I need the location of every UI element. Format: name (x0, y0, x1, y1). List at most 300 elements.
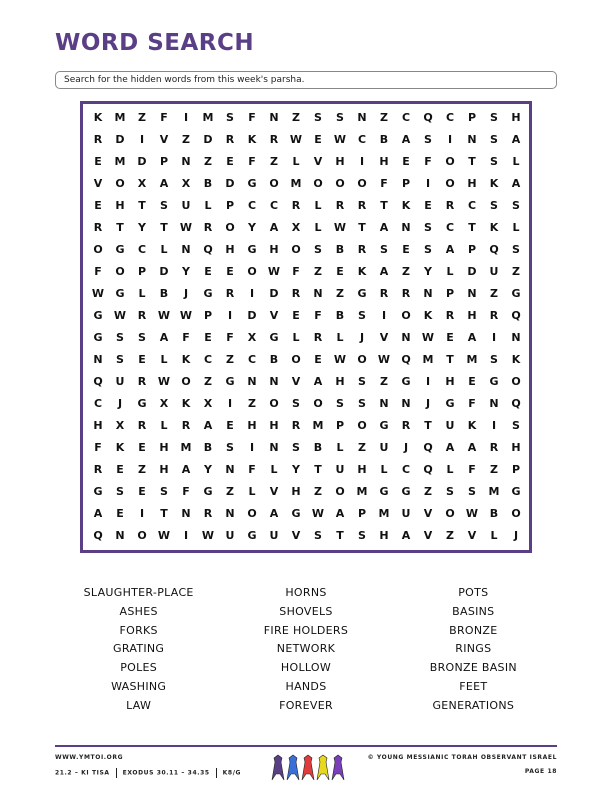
grid-letter: K (93, 111, 103, 124)
grid-letter: R (137, 419, 147, 432)
grid-letter: N (401, 397, 411, 410)
grid-letter: P (445, 287, 455, 300)
logo-figure (287, 755, 299, 780)
grid-letter: F (248, 155, 256, 168)
grid-letter: U (401, 507, 411, 520)
grid-letter: T (116, 221, 124, 234)
grid-letter: T (138, 199, 146, 212)
grid-letter: O (247, 507, 257, 520)
grid-letter: D (203, 133, 213, 146)
grid-letter: B (203, 441, 213, 454)
grid-letter: O (115, 177, 125, 190)
grid-letter: B (335, 243, 345, 256)
grid-letter: X (137, 177, 147, 190)
grid-letter: S (138, 331, 146, 344)
grid-letter: Z (204, 155, 212, 168)
grid-letter: U (379, 441, 389, 454)
grid-letter: X (159, 397, 169, 410)
grid-letter: R (291, 287, 301, 300)
grid-letter: A (445, 441, 455, 454)
grid-letter: U (489, 265, 499, 278)
grid-letter: N (181, 243, 191, 256)
footer-website: WWW.YMTOI.ORG (55, 754, 124, 761)
grid-letter: R (445, 199, 455, 212)
grid-letter: S (292, 441, 300, 454)
grid-letter: R (401, 287, 411, 300)
footer-grade: K8/G (222, 769, 242, 777)
grid-letter: L (138, 287, 146, 300)
grid-letter: A (313, 375, 323, 388)
grid-letter: E (138, 353, 146, 366)
grid-letter: N (467, 133, 477, 146)
grid-letter: S (358, 397, 366, 410)
grid-letter: B (335, 309, 345, 322)
grid-letter: J (117, 397, 123, 410)
grid-letter: E (314, 353, 322, 366)
grid-letter: P (159, 155, 169, 168)
grid-letter: O (357, 177, 367, 190)
grid-letter: Y (204, 463, 212, 476)
grid-letter: S (314, 243, 322, 256)
word-bank-item: FORKS (119, 623, 158, 637)
grid-letter: J (359, 331, 365, 344)
grid-letter: Z (292, 111, 300, 124)
grid-letter: P (203, 309, 213, 322)
grid-letter: M (312, 419, 324, 432)
grid-letter: R (489, 441, 499, 454)
grid-letter: I (183, 529, 189, 542)
grid-letter: Y (138, 221, 146, 234)
grid-letter: S (336, 111, 344, 124)
grid-letter: I (425, 375, 431, 388)
grid-letter: W (113, 309, 127, 322)
grid-letter: O (335, 177, 345, 190)
grid-letter: E (292, 309, 300, 322)
grid-letter: F (380, 177, 388, 190)
grid-letter: Z (490, 463, 498, 476)
grid-letter: Z (138, 463, 146, 476)
grid-letter: K (401, 199, 411, 212)
grid-letter: J (425, 397, 431, 410)
grid-letter: F (182, 485, 190, 498)
grid-letter: E (138, 485, 146, 498)
grid-letter: W (377, 353, 391, 366)
grid-letter: N (269, 375, 279, 388)
grid-letter: I (249, 287, 255, 300)
grid-letter: Q (489, 243, 499, 256)
grid-letter: Z (248, 397, 256, 410)
grid-letter: V (269, 309, 279, 322)
grid-letter: G (445, 397, 455, 410)
word-bank-item: HORNS (285, 586, 327, 599)
grid-letter: N (269, 441, 279, 454)
grid-letter: O (357, 419, 367, 432)
grid-letter: W (179, 221, 193, 234)
grid-letter: B (489, 507, 499, 520)
grid-letter: T (160, 507, 168, 520)
word-bank-item: WASHING (111, 679, 167, 693)
word-bank-item: FIRE HOLDERS (263, 623, 349, 637)
grid-letter: M (202, 111, 214, 124)
grid-letter: N (489, 397, 499, 410)
grid-letter: V (423, 529, 433, 542)
grid-letter: P (467, 243, 477, 256)
grid-letter: C (269, 199, 279, 212)
grid-letter: L (270, 463, 278, 476)
grid-letter: N (467, 287, 477, 300)
word-bank-item: BRONZE BASIN (429, 661, 517, 675)
grid-letter: W (333, 133, 347, 146)
grid-letter: N (225, 507, 235, 520)
grid-letter: H (335, 375, 345, 388)
grid-letter: R (357, 199, 367, 212)
grid-letter: S (358, 309, 366, 322)
grid-letter: H (115, 199, 125, 212)
grid-letter: O (225, 221, 235, 234)
grid-letter: V (379, 331, 389, 344)
grid-letter: F (314, 309, 322, 322)
grid-letter: R (379, 287, 389, 300)
grid-letter: S (424, 133, 432, 146)
grid-letter: N (401, 331, 411, 344)
grid-letter: H (467, 177, 477, 190)
grid-letter: S (314, 111, 322, 124)
grid-letter: X (115, 419, 125, 432)
grid-letter: E (204, 265, 212, 278)
grid-letter: A (401, 529, 411, 542)
grid-letter: F (182, 331, 190, 344)
grid-letter: R (291, 419, 301, 432)
grid-letter: W (179, 309, 193, 322)
grid-letter: M (466, 353, 478, 366)
grid-letter: J (183, 287, 189, 300)
grid-letter: O (115, 265, 125, 278)
grid-letter: D (115, 133, 125, 146)
grid-letter: V (467, 529, 477, 542)
grid-letter: I (381, 309, 387, 322)
grid-letter: G (93, 309, 103, 322)
grid-letter: R (93, 133, 103, 146)
grid-letter: G (379, 419, 389, 432)
grid-letter: M (180, 441, 192, 454)
grid-letter: Q (511, 397, 521, 410)
grid-letter: Z (402, 265, 410, 278)
grid-letter: P (335, 419, 345, 432)
grid-letter: Z (446, 529, 454, 542)
grid-letter: A (181, 463, 191, 476)
grid-letter: Z (512, 265, 520, 278)
word-bank-item: LAW (126, 698, 152, 712)
grid-letter: A (445, 243, 455, 256)
grid-letter: A (269, 221, 279, 234)
grid-letter: Z (336, 287, 344, 300)
grid-letter: R (445, 309, 455, 322)
grid-letter: A (511, 133, 521, 146)
word-bank-item: ASHES (119, 604, 158, 618)
grid-letter: H (159, 441, 169, 454)
grid-letter: C (445, 221, 455, 234)
grid-letter: K (511, 353, 521, 366)
grid-letter: R (137, 375, 147, 388)
grid-letter: S (116, 485, 124, 498)
grid-letter: S (490, 133, 498, 146)
grid-letter: E (424, 199, 432, 212)
grid-letter: G (93, 485, 103, 498)
grid-letter: S (292, 397, 300, 410)
grid-letter: G (203, 485, 213, 498)
grid-letter: N (379, 397, 389, 410)
grid-letter: S (512, 243, 520, 256)
word-search-grid (80, 101, 532, 553)
grid-letter: D (467, 265, 477, 278)
grid-letter: Q (203, 243, 213, 256)
grid-letter: T (424, 419, 432, 432)
grid-letter: S (358, 375, 366, 388)
grid-letter: C (93, 397, 103, 410)
grid-letter: K (115, 441, 125, 454)
logo-figure (302, 755, 314, 780)
grid-letter: S (226, 111, 234, 124)
grid-letter: Q (423, 441, 433, 454)
grid-letter: X (203, 397, 213, 410)
grid-letter: G (115, 287, 125, 300)
grid-letter: W (311, 507, 325, 520)
grid-letter: S (490, 155, 498, 168)
grid-letter: F (292, 265, 300, 278)
grid-letter: H (511, 441, 521, 454)
grid-letter: L (292, 331, 300, 344)
grid-letter: L (314, 199, 322, 212)
grid-letter: H (445, 375, 455, 388)
grid-letter: A (467, 331, 477, 344)
grid-letter: I (425, 177, 431, 190)
grid-letter: E (226, 419, 234, 432)
grid-letter: R (313, 331, 323, 344)
grid-letter: P (137, 265, 147, 278)
grid-letter: R (291, 199, 301, 212)
grid-letter: Z (314, 485, 322, 498)
word-bank-item: SHOVELS (279, 604, 333, 618)
grid-letter: Q (93, 529, 103, 542)
grid-letter: O (401, 309, 411, 322)
word-bank-item: GENERATIONS (432, 698, 515, 712)
word-bank-item: FOREVER (279, 698, 333, 712)
grid-letter: W (333, 221, 347, 234)
grid-letter: O (313, 177, 323, 190)
grid-letter: U (181, 199, 191, 212)
word-bank-item: HOLLOW (280, 661, 332, 675)
grid-letter: G (511, 287, 521, 300)
grid-letter: S (116, 331, 124, 344)
grid-letter: S (446, 485, 454, 498)
grid-letter: D (159, 265, 169, 278)
grid-letter: K (489, 221, 499, 234)
grid-letter: Y (292, 463, 300, 476)
grid-letter: W (421, 331, 435, 344)
grid-letter: E (116, 463, 124, 476)
grid-letter: I (227, 397, 233, 410)
word-bank-item: FEET (459, 679, 488, 693)
grid-letter: F (248, 463, 256, 476)
grid-letter: W (465, 507, 479, 520)
word-bank-item: POTS (458, 586, 489, 599)
grid-letter: W (91, 287, 105, 300)
grid-letter: Z (182, 133, 190, 146)
grid-letter: N (247, 375, 257, 388)
grid-letter: N (269, 111, 279, 124)
grid-letter: D (269, 287, 279, 300)
grid-letter: S (512, 199, 520, 212)
grid-letter: D (225, 177, 235, 190)
grid-letter: G (247, 177, 257, 190)
grid-letter: G (137, 397, 147, 410)
grid-letter: O (445, 507, 455, 520)
grid-letter: H (467, 309, 477, 322)
grid-letter: Y (248, 221, 256, 234)
footer-separator (116, 768, 117, 778)
grid-letter: R (335, 199, 345, 212)
grid-letter: G (247, 243, 257, 256)
grid-letter: G (203, 287, 213, 300)
grid-letter: H (225, 243, 235, 256)
grid-letter: L (336, 441, 344, 454)
grid-letter: L (160, 353, 168, 366)
grid-letter: A (401, 133, 411, 146)
grid-letter: M (422, 353, 434, 366)
logo-figure (332, 755, 344, 780)
grid-letter: R (93, 221, 103, 234)
grid-letter: I (139, 133, 145, 146)
grid-letter: G (247, 529, 257, 542)
grid-letter: L (314, 221, 322, 234)
grid-letter: B (313, 441, 323, 454)
grid-letter: I (227, 309, 233, 322)
grid-letter: O (247, 265, 257, 278)
grid-letter: E (226, 265, 234, 278)
grid-letter: N (401, 221, 411, 234)
grid-letter: Z (314, 265, 322, 278)
grid-letter: A (379, 265, 389, 278)
grid-letter: K (423, 309, 433, 322)
footer-divider (55, 745, 557, 747)
grid-letter: S (336, 397, 344, 410)
grid-letter: Z (424, 485, 432, 498)
grid-letter: C (445, 111, 455, 124)
grid-letter: Q (93, 375, 103, 388)
grid-letter: Y (424, 265, 432, 278)
grid-letter: H (269, 243, 279, 256)
grid-letter: A (203, 419, 213, 432)
grid-letter: E (402, 155, 410, 168)
grid-letter: S (314, 529, 322, 542)
grid-letter: L (512, 221, 520, 234)
grid-letter: T (380, 199, 388, 212)
grid-letter: R (93, 463, 103, 476)
grid-letter: O (335, 485, 345, 498)
grid-letter: T (160, 221, 168, 234)
grid-letter: W (157, 529, 171, 542)
grid-letter: C (357, 133, 367, 146)
grid-letter: Y (182, 265, 190, 278)
grid-letter: G (401, 375, 411, 388)
grid-letter: Z (138, 111, 146, 124)
footer-copyright: © YOUNG MESSIANIC TORAH OBSERVANT ISRAEL (367, 754, 557, 761)
grid-letter: V (269, 485, 279, 498)
grid-letter: F (94, 441, 102, 454)
grid-letter: H (335, 155, 345, 168)
grid-letter: A (511, 177, 521, 190)
grid-letter: E (116, 507, 124, 520)
grid-letter: H (269, 419, 279, 432)
footer-reference: EXODUS 30.11 – 34.35 (122, 769, 210, 777)
grid-letter: C (247, 353, 257, 366)
logo-figure (317, 755, 329, 780)
grid-letter: N (423, 287, 433, 300)
grid-letter: L (160, 419, 168, 432)
grid-letter: S (358, 529, 366, 542)
grid-letter: Z (226, 353, 234, 366)
grid-letter: E (446, 331, 454, 344)
grid-letter: I (491, 419, 497, 432)
grid-letter: P (401, 177, 411, 190)
grid-letter: S (380, 243, 388, 256)
grid-letter: V (423, 507, 433, 520)
grid-letter: E (402, 243, 410, 256)
grid-letter: Z (490, 287, 498, 300)
grid-letter: X (291, 221, 301, 234)
grid-letter: F (424, 155, 432, 168)
grid-letter: Z (358, 441, 366, 454)
grid-letter: A (159, 331, 169, 344)
grid-letter: C (137, 243, 147, 256)
grid-letter: T (468, 155, 476, 168)
grid-letter: O (313, 397, 323, 410)
word-bank-item: SLAUGHTER-PLACE (83, 586, 194, 599)
letter-grid (87, 107, 527, 547)
grid-letter: G (291, 507, 301, 520)
grid-letter: Q (423, 463, 433, 476)
grid-letter: M (114, 155, 126, 168)
grid-letter: W (267, 265, 281, 278)
grid-letter: U (269, 529, 279, 542)
grid-letter: V (291, 529, 301, 542)
grid-letter: I (249, 441, 255, 454)
grid-letter: U (225, 529, 235, 542)
grid-letter: G (225, 375, 235, 388)
grid-letter: H (159, 463, 169, 476)
word-bank-item: NETWORK (276, 642, 336, 656)
grid-letter: R (225, 133, 235, 146)
grid-letter: M (114, 111, 126, 124)
grid-letter: L (204, 199, 212, 212)
grid-letter: J (513, 529, 519, 542)
grid-letter: W (333, 353, 347, 366)
grid-letter: C (203, 353, 213, 366)
grid-letter: Z (380, 111, 388, 124)
grid-letter: C (401, 111, 411, 124)
grid-letter: M (488, 485, 500, 498)
grid-letter: H (379, 529, 389, 542)
grid-letter: S (424, 221, 432, 234)
grid-letter: A (335, 507, 345, 520)
word-bank-item: RINGS (455, 642, 492, 656)
grid-letter: F (248, 111, 256, 124)
grid-letter: O (511, 375, 521, 388)
grid-letter: R (137, 309, 147, 322)
word-bank-item: GRATING (113, 642, 165, 656)
grid-letter: S (490, 199, 498, 212)
grid-letter: L (512, 155, 520, 168)
